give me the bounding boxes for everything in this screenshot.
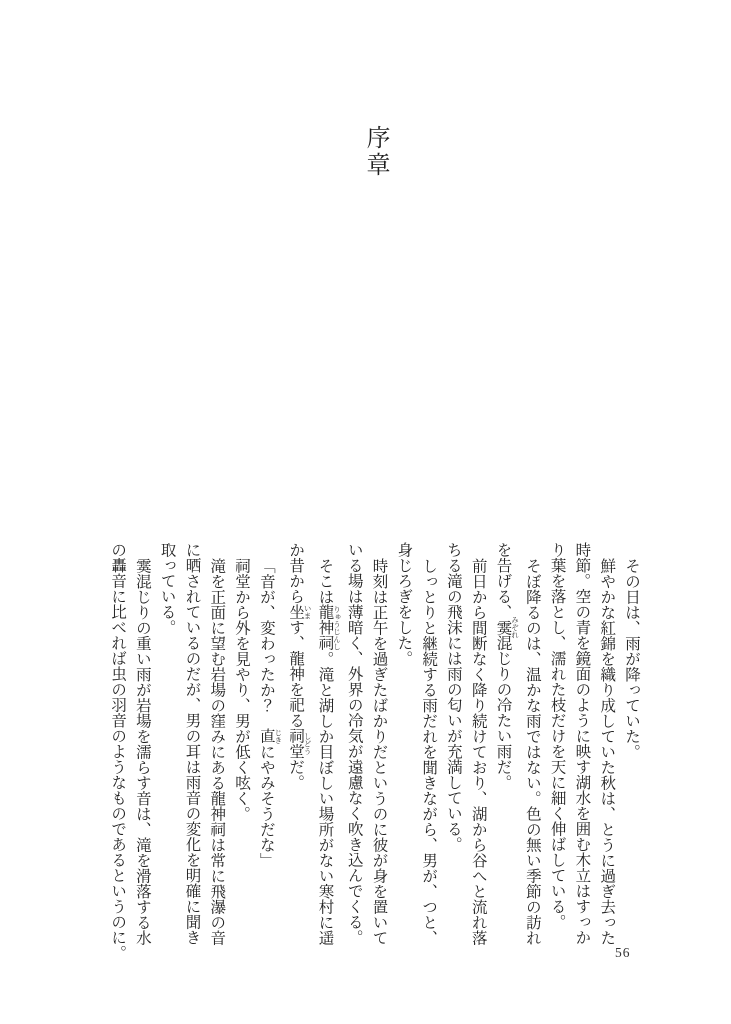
furigana-annotated-word: 霙 みぞれ <box>494 616 520 639</box>
furigana-annotated-word: 龍神祠 りゅうじんし <box>316 604 342 651</box>
text-line: しっとりと継続する雨だれを聞きながら、男が、つと、 <box>420 557 438 945</box>
text-line: り葉を落とし、濡れた枝だけを天に細く伸ばしている。 <box>548 542 566 930</box>
furigana-annotated-word: 直 じき <box>257 728 283 744</box>
text-line: そぼ降るのは、温かな雨ではない。色の無い季節の訪れ <box>523 557 541 945</box>
furigana-annotated-word: 坐 いま <box>287 604 313 620</box>
text-line: 霙混じりの重い雨が岩場を濡らす音は、滝を滑落する水 <box>133 557 151 945</box>
text-line: 鮮やかな紅錦を織り成していた秋は、とうに過ぎ去った <box>598 557 616 945</box>
text-line: 前日から間断なく降り続けており、湖から谷へと流れ落 <box>469 557 487 945</box>
text-line: その日は、雨が降っていた。 <box>623 557 640 759</box>
body-text <box>104 542 643 964</box>
text-line: か昔から坐 います、龍神を祀る祠堂 しどうだ。 <box>287 542 313 790</box>
text-line: 身じろぎをした。 <box>395 542 413 666</box>
text-line: を告げる、霙 みぞれ混じりの冷たい雨だ。 <box>494 542 520 790</box>
text-line: 時刻は正午を過ぎたばかりだというのに彼が身を置いて <box>370 557 388 945</box>
text-line: いる場は薄暗く、外界の冷気が遠慮なく吹き込んでくる。 <box>345 542 363 945</box>
text-line: の轟音に比べれば虫の羽音のようなものであるというのに。 <box>109 542 127 961</box>
text-line: 祠堂から外を見やり、男が低く呟く。 <box>233 557 251 821</box>
page-number: 56 <box>615 945 631 960</box>
text-line: に晒されているのだが、男の耳は雨音の変化を明確に聞き <box>183 542 201 945</box>
furigana-annotated-word: 祠堂 しどう <box>287 728 313 759</box>
text-line: そこは龍神祠 りゅうじんし。滝と湖しか目ぼしい場所がない寒村に遥 <box>316 557 342 945</box>
text-line: 「音が、変わったか？ 直 じきにやみそうだな」 <box>257 557 283 868</box>
text-line: 滝を正面に望む岩場の窪みにある龍神祠は常に飛瀑の音 <box>208 557 226 945</box>
text-line: 時節。空の青を鏡面のように映す湖水を囲む木立はすっか <box>573 542 591 945</box>
text-line: ちる滝の飛沫には雨の匂いが充満している。 <box>444 542 462 852</box>
chapter-title: 序章 <box>362 125 388 179</box>
text-line: 取っている。 <box>158 542 176 635</box>
